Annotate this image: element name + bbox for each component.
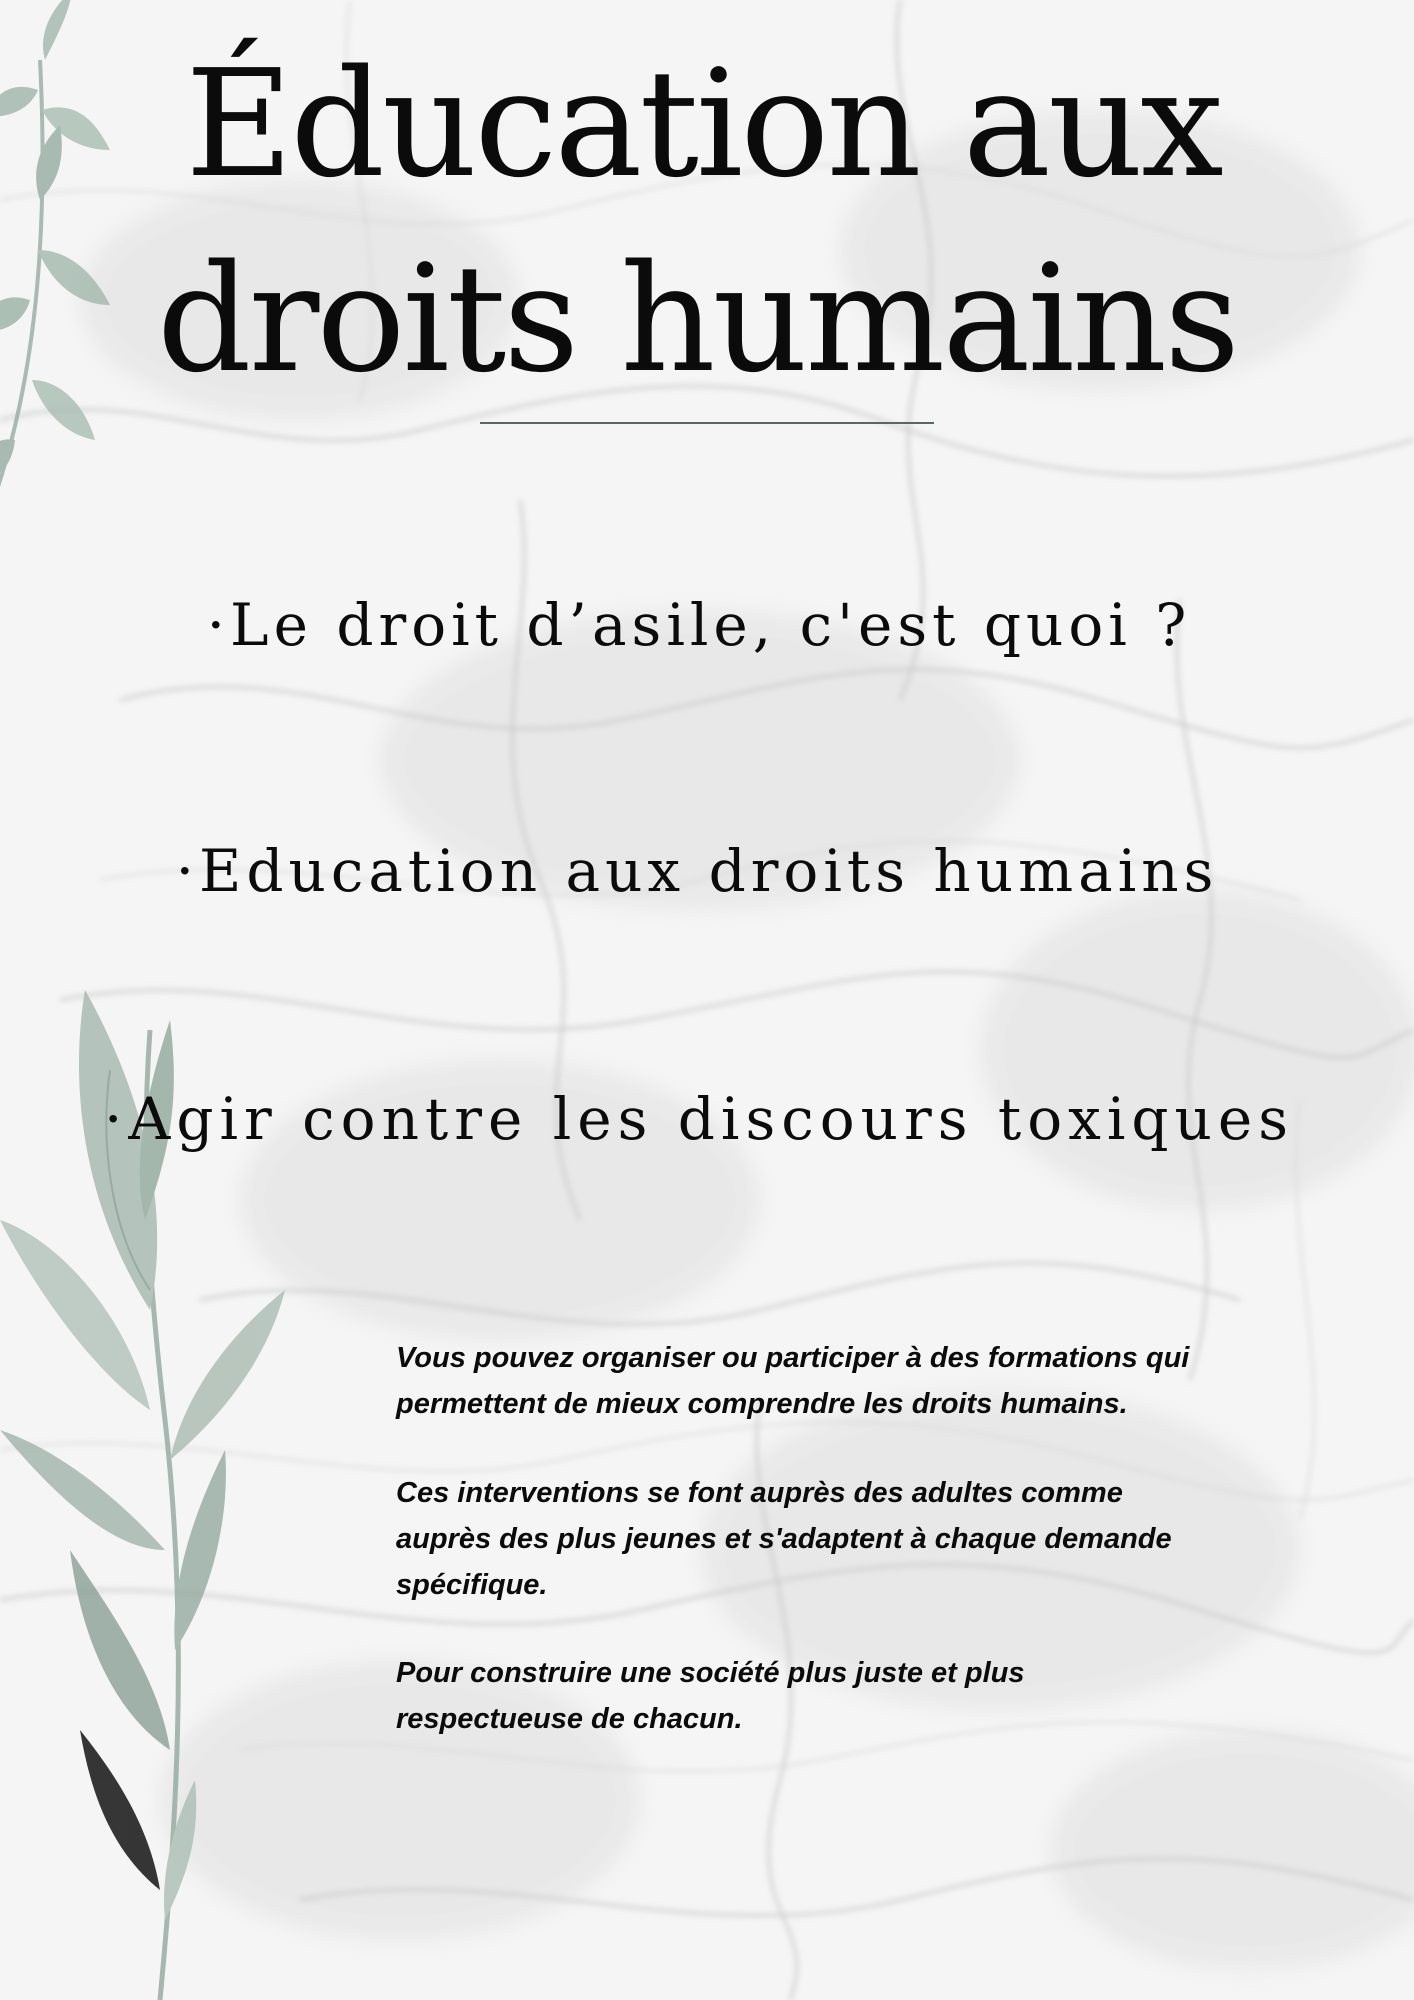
topic-discours-toxiques: ·Agir contre les discours toxiques: [104, 1085, 1294, 1153]
paragraph-societe: Pour construire une société plus juste et plus respectueuse de chacun.: [396, 1657, 1025, 1735]
paragraph-interventions: Ces interventions se font auprès des adultes comme auprès des plus jeunes et s'adaptent à chaque demande spécifique.: [396, 1477, 1172, 1601]
topic-education-droits-humains: ·Education aux droits humains: [175, 837, 1219, 905]
paragraph-formations: Vous pouvez organiser ou participer à des formations qui permettent de mieux comprendre les droits humains.: [396, 1342, 1190, 1420]
page-title-line-1: Éducation aux: [185, 38, 1221, 210]
title-divider: [480, 422, 934, 424]
topic-droit-asile: ·Le droit d’asile, c'est quoi ?: [206, 591, 1192, 659]
page-title-line-2: droits humains: [156, 233, 1238, 405]
